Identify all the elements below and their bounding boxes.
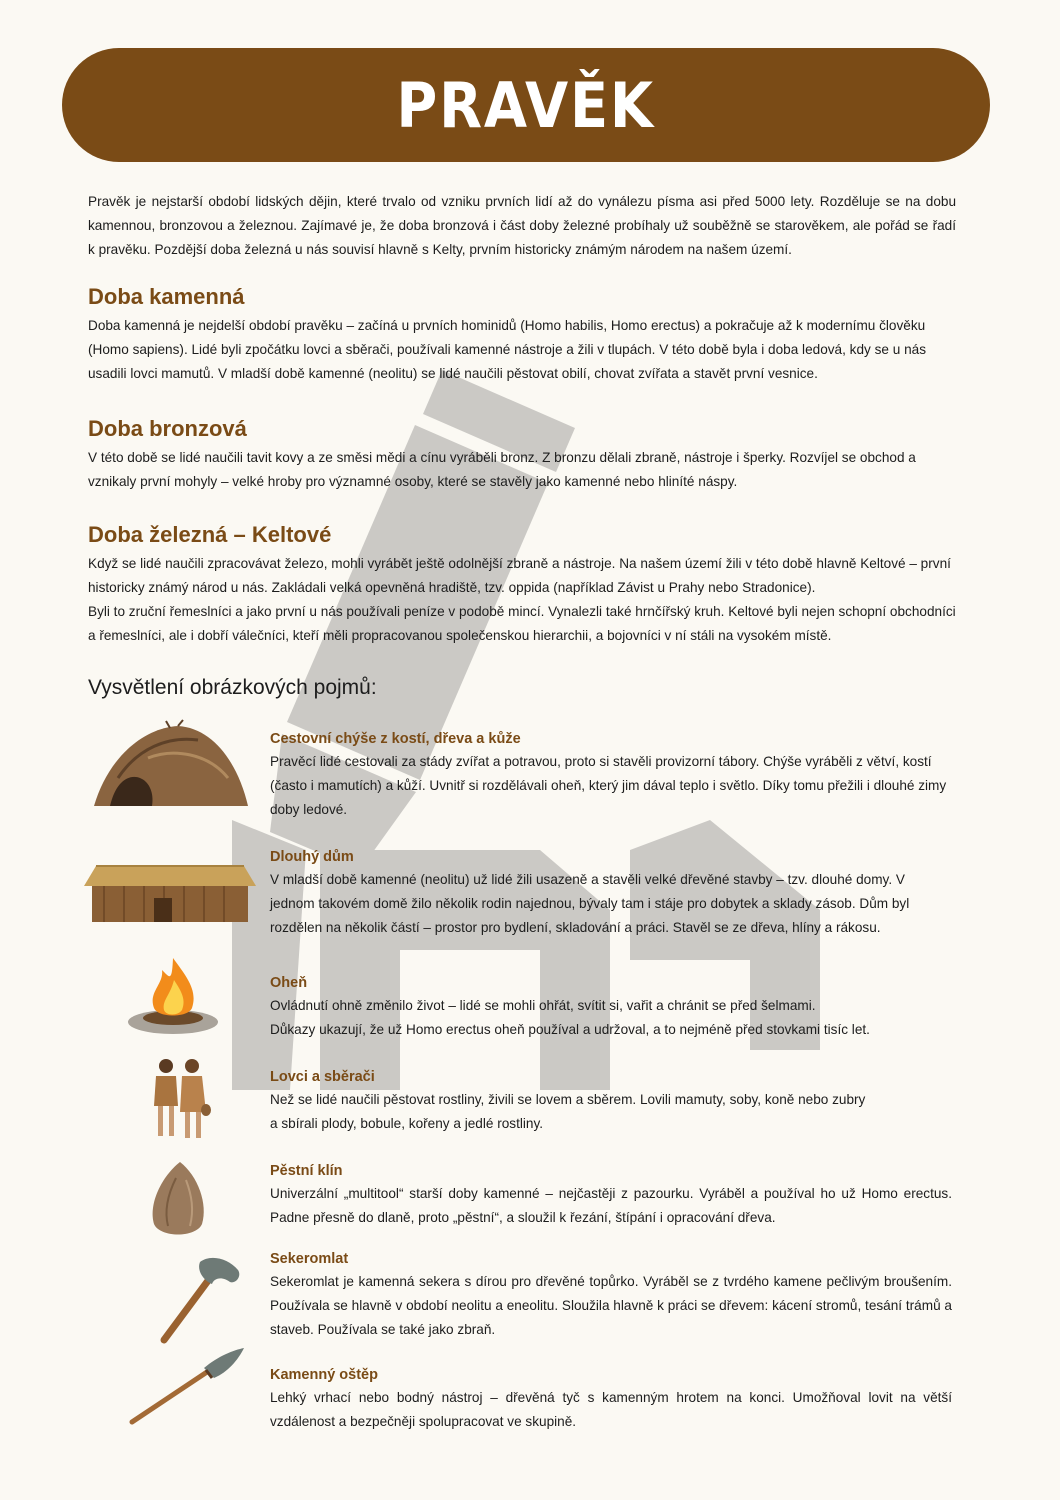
section-heading: Doba kamenná <box>88 284 245 309</box>
term-title: Dlouhý dům <box>270 849 354 865</box>
term-text: Univerzální „multitool“ starší doby kamenné – nejčastěji z pazourku. Vyráběl a používal ho už Homo erectus. Padne přesně do dlaně, proto „pěstní“, a sloužil k řezání, štípání i opracování dřeva. <box>270 1186 952 1225</box>
hunters-gatherers-image <box>148 1056 212 1142</box>
term-title: Sekeromlat <box>270 1251 349 1267</box>
term-text-2: Důkazy ukazují, že už Homo erectus oheň používal a udržoval, a to nejméně před stovkami tisíc let. <box>270 1022 870 1037</box>
term-hand-axe <box>270 1160 952 1230</box>
stone-spear-image <box>126 1346 246 1426</box>
term-text: Než se lidé naučili pěstovat rostliny, živili se lovem a sběrem. Lovili mamuty, soby, koně nebo zubry <box>270 1092 866 1107</box>
term-text: Pravěcí lidé cestovali za stády zvířat a potravou, proto si stavěli provizorní tábory. Chýše vyráběli z větví, kostí (často i mamutích) a kůží. Uvnitř si rozdělávali oheň, který jim dával teplo i světlo. Díky tomu přežili i dlouhé zimy doby ledové. <box>270 754 947 817</box>
term-title: Cestovní chýše z kostí, dřeva a kůže <box>270 731 521 747</box>
term-hunters-gatherers <box>270 1066 952 1136</box>
section-stone-age <box>88 284 956 386</box>
section-text-2: Byli to zruční řemeslníci a jako první u nás používali peníze v podobě mincí. Vynalezli také hrnčířský kruh. Keltové byli nejen schopní obchodníci a řemeslníci, ale i dobří válečníci, kteří měli propracovanou společenskou hierarchii, a bojovníci v ní stáli na vysokém místě. <box>88 604 956 643</box>
term-travel-hut <box>270 728 952 822</box>
term-title: Lovci a sběrači <box>270 1069 375 1085</box>
term-text: Ovládnutí ohně změnilo život – lidé se mohli ohřát, svítit si, vařit a chránit se před šelmami. <box>270 998 816 1013</box>
term-text: Lehký vrhací nebo bodný nástroj – dřevěná tyč s kamenným hrotem na konci. Umožňoval lovit na větší vzdálenost a bezpečněji spolupracovat ve skupině. <box>270 1390 952 1429</box>
fire-image <box>126 956 220 1036</box>
section-text: V této době se lidé naučili tavit kovy a ze směsi mědi a cínu vyráběli bronz. Z bronzu dělali zbraně, nástroje i šperky. Rozvíjel se obchod a vznikaly první mohyly – velké hroby pro významné osoby, které se stavěly jako kamenné nebo hliníté náspy. <box>88 450 916 489</box>
longhouse-image <box>84 862 256 924</box>
term-longhouse <box>270 846 952 940</box>
glossary-title: Vysvětlení obrázkových pojmů: <box>88 676 377 699</box>
section-text: Doba kamenná je nejdelší období pravěku – začíná u prvních hominidů (Homo habilis, Homo erectus) a pokračuje až k modernímu člověku (Homo sapiens). Lidé byli zpočátku lovci a sběrači, používali kamenné nástroje a žili v tlupách. V této době byla i doba ledová, kdy se u nás usadili lovci mamutů. V mladší době kamenné (neolitu) se lidé naučili pěstovat obilí, chovat zvířata a stavět první vesnice. <box>88 318 926 381</box>
axe-hammer-image <box>156 1252 242 1346</box>
title-banner <box>62 48 990 162</box>
page-title: PRAVĚK <box>396 68 656 142</box>
hut-image <box>88 718 252 814</box>
hand-axe-image <box>146 1160 210 1240</box>
section-iron-age <box>88 522 956 648</box>
section-heading: Doba bronzová <box>88 416 247 441</box>
intro-paragraph: Pravěk je nejstarší období lidských dějin, které trvalo od vzniku prvních lidí až do vynálezu písma asi před 5000 lety. Rozděluje se na dobu kamennou, bronzovou a železnou. Zajímavé je, že doba bronzová i část doby železné probíhaly už souběžně se starověkem, ale pořád se řadí k pravěku. Pozdější doba železná u nás souvisí hlavně s Kelty, prvním historicky známým národem na našem území. <box>88 194 956 257</box>
term-title: Pěstní klín <box>270 1163 343 1179</box>
section-bronze-age <box>88 416 956 494</box>
term-stone-spear <box>270 1364 952 1434</box>
term-text: Sekeromlat je kamenná sekera s dírou pro dřevěné topůrko. Vyráběl se z tvrdého kamene pečlivým broušením. Používala se hlavně v období neolitu a eneolitu. Sloužila hlavně k práci se dřevem: kácení stromů, tesání trámů a staveb. Používala se také jako zbraň. <box>270 1274 952 1337</box>
section-text: Když se lidé naučili zpracovávat železo, mohli vyrábět ještě odolnější zbraně a nástroje. Na našem území žili v této době hlavně Keltové – první historicky známý národ u nás. Zakládali velká opevněná hradiště, tzv. oppida (například Závist u Prahy nebo Stradonice). <box>88 556 951 595</box>
term-title: Oheň <box>270 975 308 991</box>
section-heading: Doba železná – Keltové <box>88 522 332 547</box>
term-title: Kamenný oštěp <box>270 1367 378 1383</box>
term-text: V mladší době kamenné (neolitu) už lidé žili usazeně a stavěli velké dřevěné stavby – tzv. dlouhé domy. V jednom takovém domě žilo několik rodin najednou, bývaly tam i stáje pro dobytek a sklady zásob. Dům byl rozdělen na několik částí – prostor pro bydlení, skladování a práci. Stavěl se ze dřeva, hlíny a rákosu. <box>270 872 910 935</box>
term-fire <box>270 972 952 1042</box>
term-text-2: a sbírali plody, bobule, kořeny a jedlé rostliny. <box>270 1116 544 1131</box>
term-axe-hammer <box>270 1248 952 1342</box>
